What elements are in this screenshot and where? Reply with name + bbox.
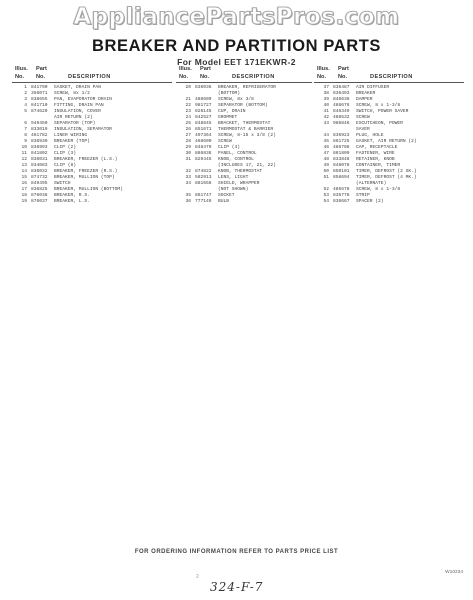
part-number: 485678 — [333, 187, 350, 192]
part-description: STRIP — [356, 193, 370, 198]
part-number: 861725 — [333, 139, 350, 144]
illus-number: 21 — [185, 97, 191, 102]
part-description: SWITCH, POWER SAVER — [356, 109, 409, 114]
illus-number: 13 — [21, 163, 27, 168]
part-number: 468600 — [195, 139, 212, 144]
illus-number: 20 — [185, 85, 191, 90]
part-description: SPACER (2) — [356, 199, 384, 204]
list-item — [176, 199, 312, 205]
part-description: CAP, RECEPTACLE — [356, 145, 398, 150]
illus-number: 42 — [323, 115, 329, 120]
illus-number: 6 — [24, 121, 27, 126]
header-illus: Illus. — [317, 66, 330, 72]
part-number: 848845 — [195, 121, 212, 126]
illus-number: 17 — [21, 187, 27, 192]
part-number: 841802 — [31, 151, 48, 156]
illus-number: 10 — [21, 145, 27, 150]
part-number: 836032 — [31, 169, 48, 174]
part-description: BREAKER (TOP) — [54, 139, 90, 144]
header-part-no: No. — [200, 74, 210, 80]
part-number: 881658 — [195, 181, 212, 186]
illus-number: 8 — [24, 133, 27, 138]
part-description: PLUG, HOLE — [356, 133, 384, 138]
part-description: BULB — [218, 199, 230, 204]
part-description: RETAINER, KNOB — [356, 157, 395, 162]
header-part: Part — [200, 66, 211, 72]
parts-rows — [176, 85, 312, 205]
illus-number: 38 — [323, 91, 329, 96]
parts-rows — [314, 85, 464, 205]
illus-number: 45 — [323, 139, 329, 144]
illus-number: 22 — [185, 103, 191, 108]
part-description: SCREW, 8 x 1-3/8 — [356, 187, 401, 192]
illus-number: 31 — [185, 157, 191, 162]
part-description: BREAKER, MULLION (BOTTOM) — [54, 187, 123, 192]
header-part: Part — [36, 66, 47, 72]
illus-number: 7 — [24, 127, 27, 132]
part-number: 488532 — [333, 115, 350, 120]
part-description: AIR RETURN (2) — [54, 115, 93, 120]
part-number: 838655 — [31, 97, 48, 102]
part-description: SCREW — [218, 139, 232, 144]
illus-number: 44 — [323, 133, 329, 138]
illus-number: 30 — [185, 151, 191, 156]
part-number: 836825 — [31, 187, 48, 192]
part-description: CLIP (3) — [54, 151, 77, 156]
illus-number: 12 — [21, 157, 27, 162]
part-description: BREAKER, MULLION (TOP) — [54, 175, 115, 180]
part-description: SEPARATOR (TOP) — [54, 121, 96, 126]
part-description: FASTENER, WIRE — [356, 151, 395, 156]
illus-number: 41 — [323, 109, 329, 114]
part-description: BREAKER, FREEZER (R.S.) — [54, 169, 118, 174]
illus-number: 28 — [185, 139, 191, 144]
part-number: 841710 — [31, 103, 48, 108]
part-number: 461782 — [31, 133, 48, 138]
part-number: 836031 — [31, 157, 48, 162]
illus-number: 46 — [323, 145, 329, 150]
header-part-no: No. — [36, 74, 46, 80]
illus-number: 26 — [185, 127, 191, 132]
header-description: DESCRIPTION — [370, 74, 413, 80]
illus-number: 23 — [185, 109, 191, 114]
part-description: SWITCH — [54, 181, 71, 186]
ordering-note: FOR ORDERING INFORMATION REFER TO PARTS PRICE LIST — [134, 549, 339, 555]
part-number: 842527 — [195, 115, 212, 120]
illus-number: 32 — [185, 169, 191, 174]
illus-number: 37 — [323, 85, 329, 90]
part-number: 833848 — [333, 157, 350, 162]
illus-number: 11 — [21, 151, 27, 156]
illus-number: 52 — [323, 187, 329, 192]
part-number: 488609 — [195, 97, 212, 102]
header-illus-no: No. — [179, 74, 189, 80]
part-number: 949450 — [31, 121, 48, 126]
part-description: BREAKER, L.S. — [54, 199, 90, 204]
part-description: PAN, EVAPORATOR DRAIN — [54, 97, 112, 102]
parts-list — [12, 66, 464, 296]
header-illus: Illus. — [15, 66, 28, 72]
part-number: 874732 — [31, 175, 48, 180]
parts-column-2 — [176, 66, 312, 205]
part-description: BREAKER, REFRIGERATOR — [218, 85, 276, 90]
header-illus: Illus. — [179, 66, 192, 72]
part-description: (NOT SHOWN) — [218, 187, 249, 192]
column-header — [12, 66, 172, 83]
part-number: 356071 — [31, 91, 48, 96]
part-number: 836923 — [333, 133, 350, 138]
part-number: 848078 — [333, 163, 350, 168]
list-item — [12, 199, 172, 205]
header-description: DESCRIPTION — [68, 74, 111, 80]
part-description: THERMOSTAT & BARRIER — [218, 127, 274, 132]
page-title: BREAKER AND PARTITION PARTS — [91, 37, 382, 55]
part-number: 861809 — [333, 151, 350, 156]
illus-number: 48 — [323, 157, 329, 162]
part-description: TIMER, DEFROST (2 SK.) — [356, 169, 417, 174]
header-part-no: No. — [338, 74, 348, 80]
part-description: CUP, DRAIN — [218, 109, 246, 114]
part-description: CLIP (2) — [54, 145, 77, 150]
illus-number: 36 — [185, 199, 191, 204]
part-number: 836667 — [333, 199, 350, 204]
illus-number: 4 — [24, 103, 27, 108]
part-number: 849495 — [31, 181, 48, 186]
illus-number: 47 — [323, 151, 329, 156]
illus-number: 29 — [185, 145, 191, 150]
part-description: LENS, LIGHT — [218, 175, 249, 180]
parts-column-1 — [12, 66, 172, 205]
part-number: 886838 — [195, 151, 212, 156]
part-number: 835778 — [333, 193, 350, 198]
illus-number: 9 — [24, 139, 27, 144]
part-description: (INCLUDES 17, 21, 22) — [218, 163, 276, 168]
part-description: PANEL, CONTROL — [218, 151, 257, 156]
part-description: SEPARATOR (BOTTOM) — [218, 103, 268, 108]
part-description: SCREW, 8 x 1-3/8 — [356, 103, 401, 108]
part-number: 848636 — [333, 97, 350, 102]
illus-number: 1 — [24, 85, 27, 90]
part-description: (BOTTOM) — [218, 91, 241, 96]
part-number: 833019 — [31, 127, 48, 132]
part-number: 486708 — [333, 145, 350, 150]
part-number: 981727 — [195, 103, 212, 108]
part-description: KNOB, THERMOSTAT — [218, 169, 263, 174]
part-number: 497364 — [195, 133, 212, 138]
illus-number: 51 — [323, 175, 329, 180]
part-number: 850101 — [333, 169, 350, 174]
part-number: 874620 — [31, 109, 48, 114]
illus-number: 2 — [24, 91, 27, 96]
illus-number: 16 — [21, 181, 27, 186]
part-number: 836930 — [31, 139, 48, 144]
parts-column-3 — [314, 66, 464, 205]
part-number: 836993 — [31, 145, 48, 150]
part-description: CLIP (4) — [218, 145, 241, 150]
illus-number: 35 — [185, 193, 191, 198]
part-number: 848479 — [195, 145, 212, 150]
part-number: 986846 — [333, 121, 350, 126]
illus-number: 54 — [323, 199, 329, 204]
illus-number: 15 — [21, 175, 27, 180]
part-number: 488678 — [333, 103, 350, 108]
part-description: CLIP (8) — [54, 163, 77, 168]
part-number: 829445 — [195, 157, 212, 162]
part-description: KNOB, CONTROL — [218, 157, 254, 162]
illus-number: 27 — [185, 133, 191, 138]
header-part: Part — [338, 66, 349, 72]
part-description: BREAKER, R.S. — [54, 193, 90, 198]
part-number: 874822 — [195, 169, 212, 174]
illus-number: 3 — [24, 97, 27, 102]
list-item — [314, 199, 464, 205]
part-description: ESCUTCHEON, POWER — [356, 121, 403, 126]
page-mark: 2 — [196, 574, 199, 580]
part-description: GASKET, DRAIN PAN — [54, 85, 101, 90]
part-description: SHIELD, WRAPPER — [218, 181, 260, 186]
illus-number: 34 — [185, 181, 191, 186]
document-code: W10234 — [445, 570, 463, 575]
part-description: FITTING, DRAIN PAN — [54, 103, 104, 108]
model-line: For Model EET 171EKWR-2 — [177, 57, 296, 67]
parts-rows — [12, 85, 172, 205]
part-description: CONTAINER, TIMER — [356, 163, 401, 168]
part-number: 836487 — [333, 85, 350, 90]
site-banner — [0, 0, 473, 34]
column-header — [176, 66, 312, 83]
part-number: 826145 — [195, 109, 212, 114]
handwritten-note: 324-F-7 — [210, 580, 264, 594]
part-number: 777149 — [195, 199, 212, 204]
illus-number: 33 — [185, 175, 191, 180]
illus-number: 40 — [323, 103, 329, 108]
illus-number: 18 — [21, 193, 27, 198]
illus-number: 49 — [323, 163, 329, 168]
part-description: DAMPER — [356, 97, 373, 102]
part-description: BREAKER, FREEZER (L.S.) — [54, 157, 118, 162]
part-description: SCREW — [356, 115, 370, 120]
illus-number: 50 — [323, 169, 329, 174]
part-number: 876038 — [31, 193, 48, 198]
illus-number: 39 — [323, 97, 329, 102]
part-number: 841790 — [31, 85, 48, 90]
part-number: 836493 — [333, 91, 350, 96]
header-illus-no: No. — [15, 74, 25, 80]
part-number: 851671 — [195, 127, 212, 132]
part-description: INSULATION, SEPARATOR — [54, 127, 112, 132]
part-description: LINER WIRING — [54, 133, 88, 138]
part-description: AIR DIFFUSER — [356, 85, 390, 90]
column-header — [314, 66, 464, 83]
part-description: SCREW, 8x 1/2 — [54, 91, 90, 96]
site-banner-text: AppliancePartsPros.com — [73, 4, 400, 30]
part-description: SCREW, 8x 3/8 — [218, 97, 254, 102]
part-description: INSULATION, COVER — [54, 109, 101, 114]
illus-number: 43 — [323, 121, 329, 126]
illus-number: 14 — [21, 169, 27, 174]
illus-number: 25 — [185, 121, 191, 126]
part-description: SAVER — [356, 127, 370, 132]
part-number: 836036 — [195, 85, 212, 90]
part-number: 858694 — [333, 175, 350, 180]
header-description: DESCRIPTION — [232, 74, 275, 80]
part-description: SOCKET — [218, 193, 235, 198]
illus-number: 24 — [185, 115, 191, 120]
illus-number: 19 — [21, 199, 27, 204]
part-description: TIMER, DEFROST (4 MK.) — [356, 175, 417, 180]
part-description: (ALTERNATE) — [356, 181, 387, 186]
part-number: 876037 — [31, 199, 48, 204]
part-description: GASKET, AIR RETURN (2) — [356, 139, 417, 144]
part-description: SCREW, 8-15 x 3/8 (2) — [218, 133, 276, 138]
part-number: 861747 — [195, 193, 212, 198]
illus-number: 53 — [323, 193, 329, 198]
part-number: 582913 — [195, 175, 212, 180]
part-number: 834083 — [31, 163, 48, 168]
part-description: BRACKET, THERMOSTAT — [218, 121, 271, 126]
illus-number: 5 — [24, 109, 27, 114]
header-illus-no: No. — [317, 74, 327, 80]
part-description: BREAKER — [356, 91, 376, 96]
part-description: GROMMET — [218, 115, 238, 120]
part-number: 846349 — [333, 109, 350, 114]
